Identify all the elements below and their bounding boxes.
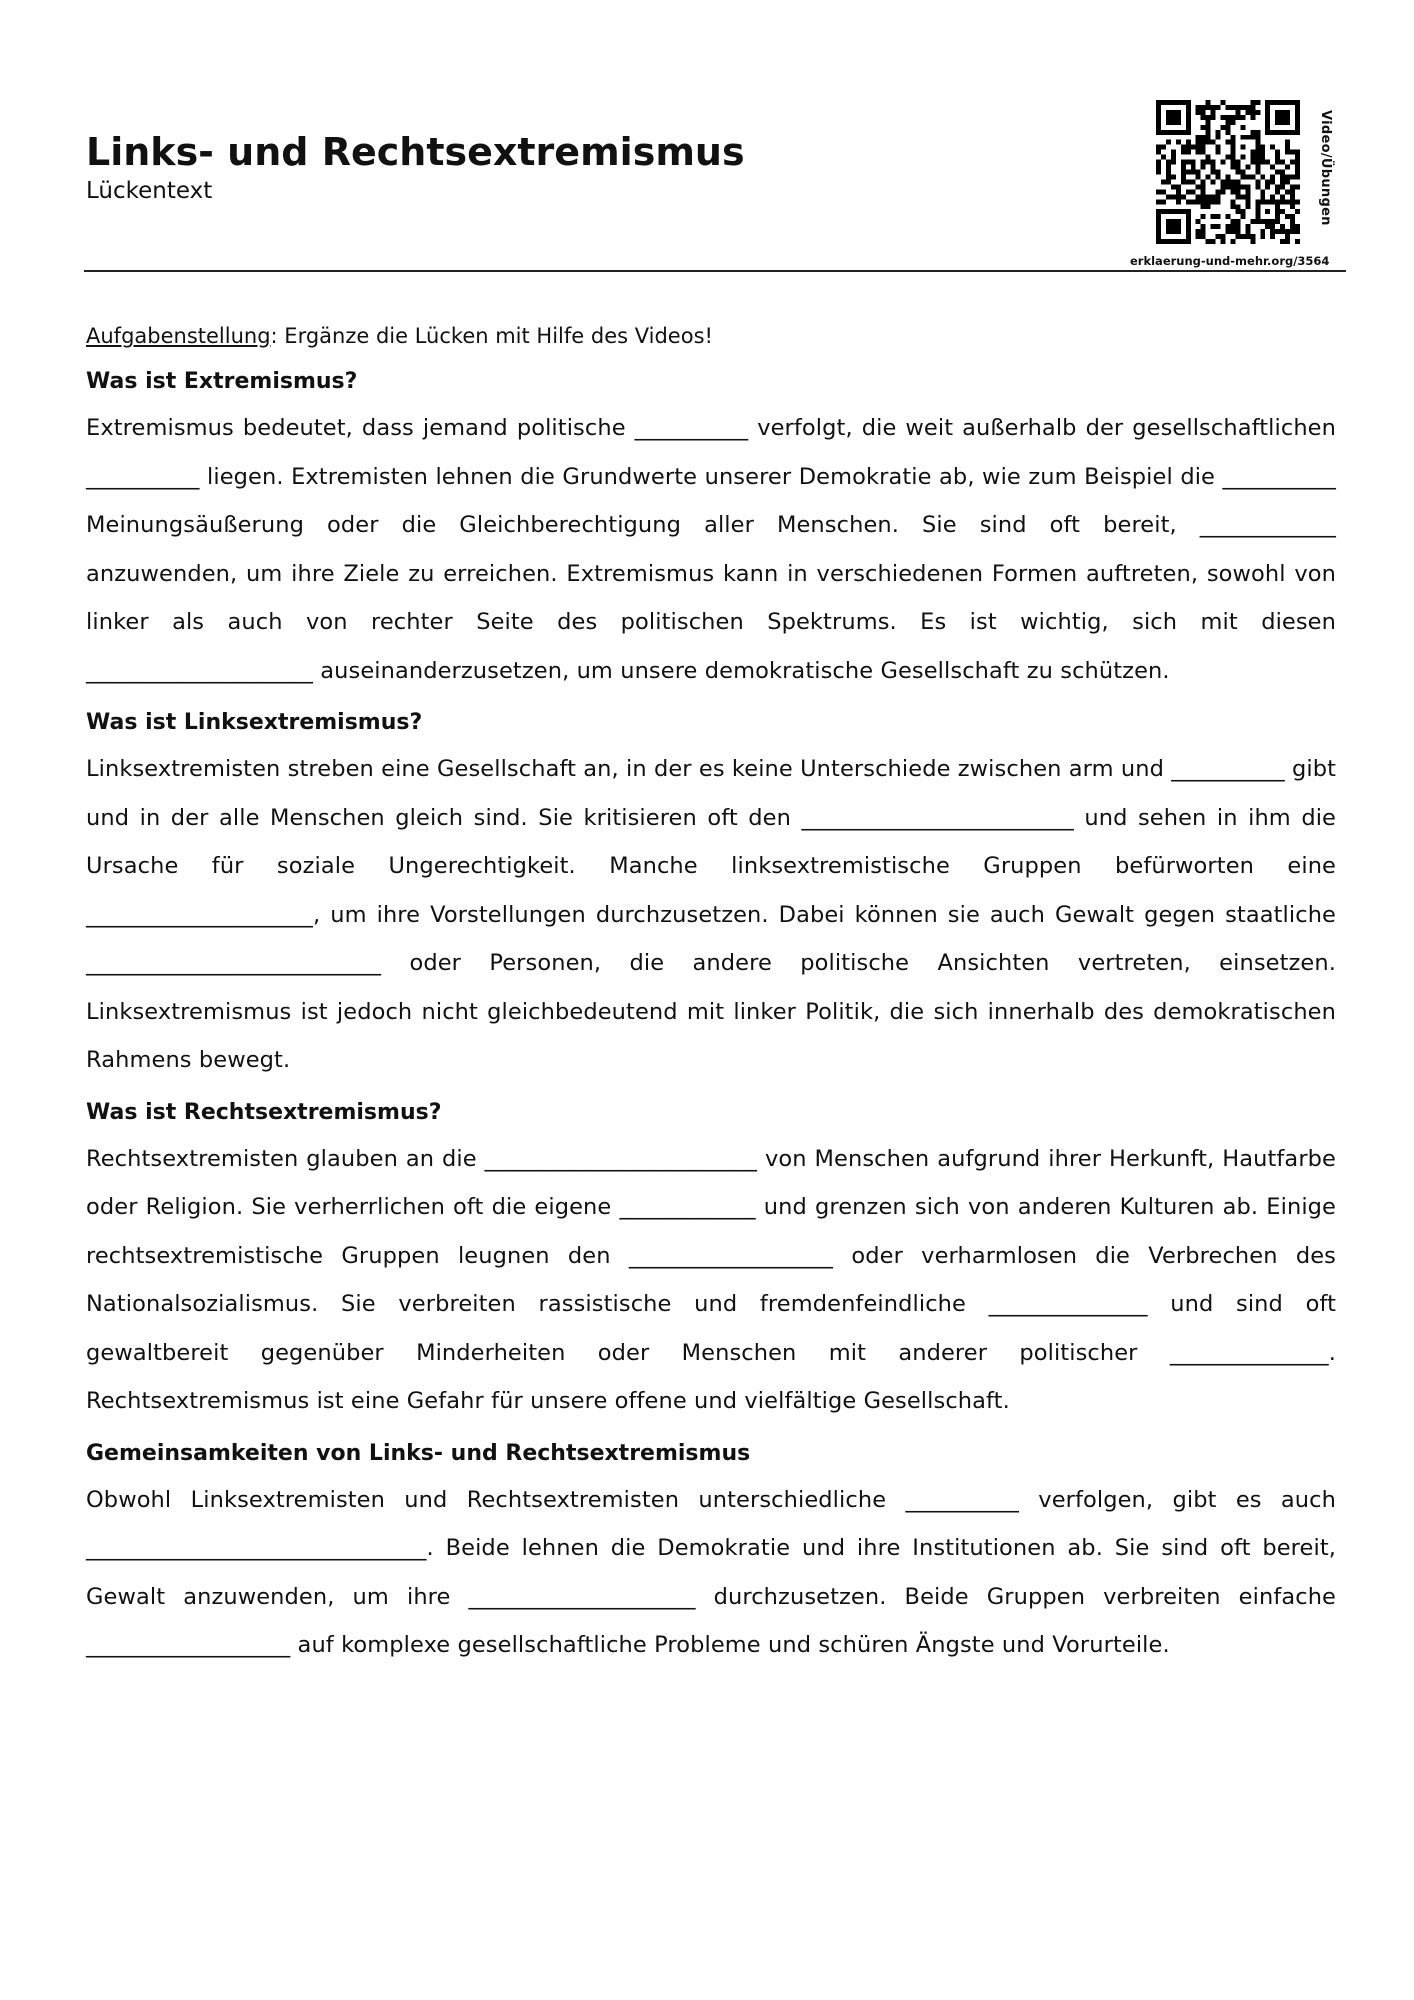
page-subtitle: Lückentext — [86, 178, 213, 204]
section-heading-extremismus: Was ist Extremismus? — [86, 369, 358, 394]
section-heading-rechtsextremismus: Was ist Rechtsextremismus? — [86, 1099, 442, 1125]
qr-code-icon[interactable] — [1156, 100, 1300, 244]
section-text-linksextremismus: Linksextremisten streben eine Gesellschaft an, in der es keine Unterschiede zwischen arm und __________ gibt und in der alle Menschen gleich sind. Sie kritisieren oft den ________________________ und sehen in ihm die Ursache für soziale Ungerechtigkeit. Manche linksextremistische Gruppen befürworten eine ____________________, um ihre Vorstellungen durchzusetzen. Dabei können sie auch Gewalt gegen staatliche __________________________ oder Personen, die andere politische Ansichten vertreten, einsetzen. Linksextremismus ist jedoch nicht gleichbedeutend mit linker Politik, die sich innerhalb des demokratischen Rahmens bewegt. — [86, 756, 1337, 1073]
worksheet-body — [86, 320, 1336, 1682]
section-heading-gemeinsamkeiten: Gemeinsamkeiten von Links- und Rechtsextremismus — [86, 1440, 751, 1466]
section-text-gemeinsamkeiten: Obwohl Linksextremisten und Rechtsextremisten unterschiedliche __________ verfolgen, gibt es auch ______________________________. Beide lehnen die Demokratie und ihre Institutionen ab. Sie sind oft bereit, Gewalt anzuwenden, um ihre ____________________ durchzusetzen. Beide Gruppen verbreiten einfache __________________ auf komplexe gesellschaftliche Probleme und schüren Ängste und Vorurteile. — [86, 1486, 1336, 1658]
section-text-extremismus: Extremismus bedeutet, dass jemand politische __________ verfolgt, die weit außerhalb der gesellschaftlichen __________ liegen. Extremisten lehnen die Grundwerte unserer Demokratie ab, wie zum Beispiel die __________ Meinungsäußerung oder die Gleichberechtigung aller Menschen. Sie sind oft bereit, ____________ anzuwenden, um ihre Ziele zu erreichen. Extremismus kann in verschiedenen Formen auftreten, sowohl von linker als auch von rechter Seite des politischen Spektrums. Es ist wichtig, sich mit diesen ____________________ auseinanderzusetzen, um unsere demokratische Gesellschaft zu schützen. — [86, 415, 1336, 684]
video-exercises-label: Video/Übungen — [1318, 110, 1333, 226]
header-divider — [84, 270, 1346, 272]
section-text-rechtsextremismus: Rechtsextremisten glauben an die ________________________ von Menschen aufgrund ihrer Herkunft, Hautfarbe oder Religion. Sie verherrlichen oft die eigene ____________ und grenzen sich von anderen Kulturen ab. Einige rechtsextremistische Gruppen leugnen den __________________ oder verharmlosen die Verbrechen des Nationalsozialismus. Sie verbreiten rassistische und fremdenfeindliche ______________ und sind oft gewaltbereit gegenüber Minderheiten oder Menschen mit anderer politischer ______________. Rechtsextremismus ist eine Gefahr für unsere offene und vielfältige Gesellschaft. — [86, 1145, 1336, 1414]
task-text: : Ergänze die Lücken mit Hilfe des Videos! — [270, 324, 713, 348]
task-instruction — [86, 320, 1336, 352]
task-label: Aufgabenstellung — [86, 324, 271, 348]
page-title: Links- und Rechtsextremismus — [86, 130, 745, 174]
section-heading-linksextremismus: Was ist Linksextremismus? — [86, 710, 423, 735]
source-url[interactable]: erklaerung-und-mehr.org/3564 — [1130, 254, 1330, 268]
